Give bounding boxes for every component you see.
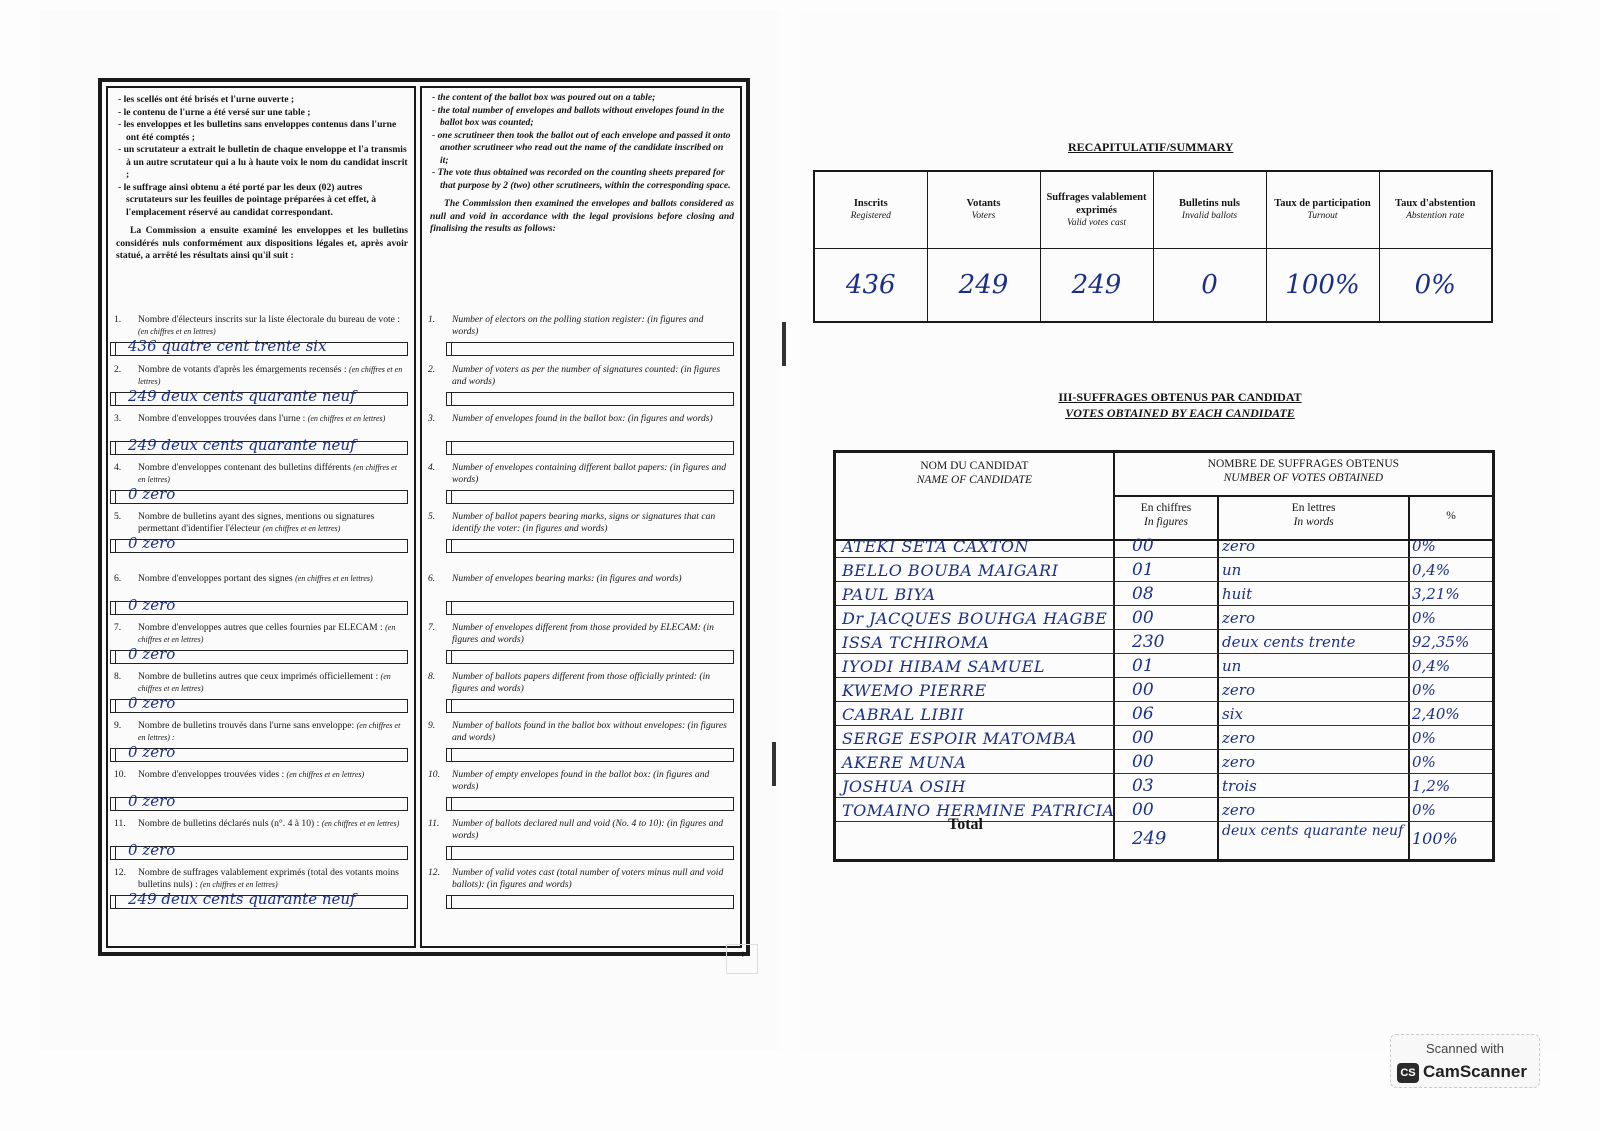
question-text: Nombre d'enveloppes contenant des bulletins différents (en chiffres et en lettres) bbox=[138, 462, 397, 484]
question-item bbox=[428, 622, 732, 646]
question-number: 11. bbox=[114, 818, 126, 829]
question-text: Number of envelopes containing different ballot papers: (in figures and words) bbox=[452, 462, 727, 485]
candidate-name: SERGE ESPOIR MATOMBA bbox=[842, 729, 1077, 748]
question-text: Number of electors on the polling station register: (in figures and words) bbox=[452, 314, 704, 337]
question-item bbox=[428, 573, 732, 585]
question-number: 1. bbox=[114, 314, 122, 325]
total-in-figures: 249 bbox=[1132, 828, 1167, 849]
votes-in-words: zero bbox=[1222, 801, 1255, 819]
votes-percent: 2,40% bbox=[1412, 705, 1460, 723]
answer-field[interactable] bbox=[446, 699, 734, 713]
candidate-name: ISSA TCHIROMA bbox=[842, 633, 990, 652]
intro-item: - les scellés ont été brisés et l'urne ouverte ; bbox=[126, 94, 408, 107]
question-number: 3. bbox=[114, 413, 122, 424]
header-in-words: En lettres In words bbox=[1218, 496, 1409, 540]
value-voters: 249 bbox=[927, 249, 1040, 323]
handwritten-answer: 436 quatre cent trente six bbox=[128, 337, 327, 355]
question-text: Nombre d'enveloppes trouvées dans l'urne : (en chiffres et en lettres) bbox=[138, 413, 386, 424]
header-in-figures: En chiffres In figures bbox=[1114, 496, 1218, 540]
votes-percent: 0% bbox=[1412, 609, 1436, 627]
votes-percent: 0% bbox=[1412, 729, 1436, 747]
votes-in-words: huit bbox=[1222, 585, 1253, 603]
question-number: 12. bbox=[114, 867, 126, 878]
question-text: Nombre de votants d'après les émargements recensés : (en chiffres et en lettres) bbox=[138, 364, 403, 386]
question-number: 8. bbox=[428, 671, 436, 682]
total-percent: 100% bbox=[1412, 829, 1458, 848]
question-text: Number of voters as per the number of signatures counted: (in figures and words) bbox=[452, 364, 721, 387]
intro-item: - the total number of envelopes and ballots without envelopes found in the ballot box was counted; bbox=[440, 105, 734, 130]
votes-in-figures: 00 bbox=[1132, 800, 1154, 820]
question-number: 12. bbox=[428, 867, 440, 878]
question-item bbox=[428, 720, 732, 744]
question-number: 5. bbox=[114, 511, 122, 522]
question-item bbox=[114, 671, 406, 695]
camscanner-badge bbox=[1390, 1034, 1540, 1088]
votes-percent: 0,4% bbox=[1412, 561, 1451, 579]
value-registered: 436 bbox=[814, 249, 927, 323]
row-rule bbox=[836, 797, 1492, 798]
question-item bbox=[114, 314, 406, 338]
row-rule bbox=[836, 821, 1492, 822]
value-abstention: 0% bbox=[1379, 249, 1492, 323]
question-number: 2. bbox=[428, 364, 436, 375]
votes-in-figures: 230 bbox=[1132, 632, 1165, 652]
question-text: Nombre d'électeurs inscrits sur la liste électorale du bureau de vote : (en chiffres et en lettres) bbox=[138, 314, 400, 336]
french-intro bbox=[116, 94, 408, 263]
votes-in-words: un bbox=[1222, 657, 1242, 675]
question-number: 3. bbox=[428, 413, 436, 424]
row-rule bbox=[836, 581, 1492, 582]
question-number: 9. bbox=[428, 720, 436, 731]
question-item bbox=[428, 462, 732, 486]
votes-percent: 0% bbox=[1412, 681, 1436, 699]
intro-item: - les enveloppes et les bulletins sans enveloppes contenus dans l'urne ont été comptés ; bbox=[126, 119, 408, 144]
votes-title-en: VOTES OBTAINED BY EACH CANDIDATE bbox=[1065, 406, 1295, 420]
question-number: 9. bbox=[114, 720, 122, 731]
question-item bbox=[114, 364, 406, 388]
candidate-name: KWEMO PIERRE bbox=[842, 681, 987, 700]
question-item bbox=[114, 769, 406, 781]
handwritten-answer: 249 deux cents quarante neuf bbox=[128, 436, 356, 454]
votes-in-figures: 00 bbox=[1132, 752, 1154, 772]
votes-percent: 0% bbox=[1412, 537, 1436, 555]
votes-in-figures: 01 bbox=[1132, 560, 1154, 580]
votes-in-figures: 00 bbox=[1132, 680, 1154, 700]
camscanner-logo-icon: CS bbox=[1397, 1063, 1419, 1083]
answer-field[interactable] bbox=[446, 797, 734, 811]
votes-in-words: six bbox=[1222, 705, 1243, 723]
header-invalid-ballots: Bulletins nuls Invalid ballots bbox=[1153, 171, 1266, 249]
question-item bbox=[428, 314, 732, 338]
row-rule bbox=[836, 725, 1492, 726]
row-rule bbox=[836, 773, 1492, 774]
french-paragraph: La Commission a ensuite examiné les enveloppes et les bulletins considérés nuls conformément aux dispositions légales et, après avoir statué, a arrêté les résultats ainsi qu'il suit : bbox=[116, 225, 408, 261]
votes-in-figures: 06 bbox=[1132, 704, 1154, 724]
candidate-name: TOMAINO HERMINE PATRICIA bbox=[842, 801, 1115, 820]
handwritten-answer: 249 deux cents quarante neuf bbox=[128, 890, 356, 908]
question-text: Number of envelopes different from those provided by ELECAM: (in figures and words) bbox=[452, 622, 714, 645]
answer-field[interactable] bbox=[446, 342, 734, 356]
candidate-name: Dr JACQUES BOUHGA HAGBE bbox=[842, 609, 1108, 628]
handwritten-answer: 249 deux cents quarante neuf bbox=[128, 387, 356, 405]
french-column bbox=[106, 86, 416, 948]
question-item bbox=[428, 364, 732, 388]
english-intro bbox=[430, 92, 734, 236]
question-number: 7. bbox=[428, 622, 436, 633]
row-rule bbox=[836, 605, 1492, 606]
question-text: Nombre de suffrages valablement exprimés (total des votants moins bulletins nuls) : (en chiffres et en lettres) bbox=[138, 867, 399, 890]
handwritten-answer: 0 zero bbox=[128, 534, 176, 552]
summary-values-row bbox=[814, 249, 1492, 323]
question-text: Nombre de bulletins déclarés nuls (n°. 4 à 10) : (en chiffres et en lettres) bbox=[138, 818, 400, 829]
question-text: Number of ballots found in the ballot box without envelopes: (in figures and words) bbox=[452, 720, 727, 743]
value-turnout: 100% bbox=[1266, 249, 1379, 323]
votes-in-words: un bbox=[1222, 561, 1242, 579]
votes-title-fr: III-SUFFRAGES OBTENUS PAR CANDIDAT bbox=[1058, 390, 1302, 404]
total-in-words: deux cents quarante neuf bbox=[1222, 823, 1404, 839]
votes-percent: 1,2% bbox=[1412, 777, 1451, 795]
votes-percent: 0% bbox=[1412, 753, 1436, 771]
question-number: 8. bbox=[114, 671, 122, 682]
minutes-form bbox=[98, 78, 750, 956]
answer-field[interactable] bbox=[446, 895, 734, 909]
question-text: Number of valid votes cast (total number of voters minus null and void ballots): (in figures and words) bbox=[452, 867, 724, 890]
scanned-with-label: Scanned with bbox=[1425, 1041, 1505, 1056]
question-text: Nombre de bulletins ayant des signes, mentions ou signatures permettant d'identifier l'électeur (en chiffres et en lettres) bbox=[138, 511, 375, 534]
row-rule bbox=[836, 653, 1492, 654]
value-valid-votes: 249 bbox=[1040, 249, 1153, 323]
camscanner-label: CamScanner bbox=[1423, 1062, 1527, 1081]
votes-in-words: deux cents trente bbox=[1222, 633, 1356, 651]
votes-in-figures: 00 bbox=[1132, 536, 1154, 556]
question-item bbox=[114, 867, 406, 891]
votes-in-figures: 03 bbox=[1132, 776, 1154, 796]
answer-field[interactable] bbox=[446, 490, 734, 504]
question-text: Number of envelopes found in the ballot box: (in figures and words) bbox=[452, 413, 713, 424]
question-item bbox=[428, 818, 732, 842]
candidate-name: ATEKI SETA CAXTON bbox=[842, 537, 1029, 556]
row-rule bbox=[836, 749, 1492, 750]
intro-item: - le contenu de l'urne a été versé sur une table ; bbox=[126, 107, 408, 120]
intro-item: - the content of the ballot box was poured out on a table; bbox=[440, 92, 734, 105]
votes-in-words: zero bbox=[1222, 753, 1255, 771]
intro-item: - le suffrage ainsi obtenu a été porté par les deux (02) autres scrutateurs sur les feuilles de pointage préparées à cet effet, à l'emplacement réservé au candidat correspondant. bbox=[126, 182, 408, 220]
candidate-name: BELLO BOUBA MAIGARI bbox=[842, 561, 1059, 580]
question-text: Nombre d'enveloppes autres que celles fournies par ELECAM : (en chiffres et en lettres) bbox=[138, 622, 396, 644]
question-text: Number of ballots papers different from those officially printed: (in figures and words) bbox=[452, 671, 711, 694]
question-text: Nombre d'enveloppes portant des signes (en chiffres et en lettres) bbox=[138, 573, 373, 584]
votes-percent: 92,35% bbox=[1412, 633, 1470, 651]
row-rule bbox=[836, 557, 1492, 558]
question-item bbox=[114, 818, 406, 830]
question-item bbox=[428, 511, 732, 535]
intro-item: - un scrutateur a extrait le bulletin de chaque enveloppe et l'a transmis à un autre scrutateur qui a lu à haute voix le nom du candidat inscrit ; bbox=[126, 144, 408, 182]
english-intro-list bbox=[430, 92, 734, 192]
votes-in-words: trois bbox=[1222, 777, 1257, 795]
votes-in-figures: 00 bbox=[1132, 608, 1154, 628]
answer-field[interactable] bbox=[446, 539, 734, 553]
answer-field[interactable] bbox=[446, 441, 734, 455]
candidate-name: PAUL BIYA bbox=[842, 585, 936, 604]
french-intro-list bbox=[116, 94, 408, 219]
question-item bbox=[428, 671, 732, 695]
intro-item: - The vote thus obtained was recorded on the counting sheets prepared for that purpose by 2 (two) other scrutineers, within the corresponding space. bbox=[440, 167, 734, 192]
question-item bbox=[114, 511, 406, 535]
votes-percent: 0% bbox=[1412, 801, 1436, 819]
question-text: Nombre de bulletins autres que ceux imprimés officiellement : (en chiffres et en lettres) bbox=[138, 671, 391, 693]
question-number: 2. bbox=[114, 364, 122, 375]
header-valid-votes: Suffrages valablement exprimés Valid votes cast bbox=[1040, 171, 1153, 249]
votes-percent: 3,21% bbox=[1412, 585, 1460, 603]
question-number: 7. bbox=[114, 622, 122, 633]
summary-title: RECAPITULATIF/SUMMARY bbox=[1068, 140, 1234, 154]
question-number: 5. bbox=[428, 511, 436, 522]
question-item bbox=[114, 720, 406, 744]
question-item bbox=[114, 622, 406, 646]
header-registered: Inscrits Registered bbox=[814, 171, 927, 249]
header-voters: Votants Voters bbox=[927, 171, 1040, 249]
row-rule bbox=[836, 701, 1492, 702]
english-paragraph: The Commission then examined the envelopes and ballots considered as null and void in accordance with the legal provisions before closing and finalising the results as follows: bbox=[430, 198, 734, 234]
question-number: 6. bbox=[114, 573, 122, 584]
question-number: 10. bbox=[114, 769, 126, 780]
question-item bbox=[428, 769, 732, 793]
page-number: 4 bbox=[726, 944, 758, 974]
english-column bbox=[420, 86, 742, 948]
question-number: 11. bbox=[428, 818, 440, 829]
candidate-name: CABRAL LIBII bbox=[842, 705, 965, 724]
question-item bbox=[114, 413, 406, 425]
answer-field[interactable] bbox=[446, 650, 734, 664]
votes-in-words: zero bbox=[1222, 609, 1255, 627]
handwritten-answer: 0 zero bbox=[128, 743, 176, 761]
question-text: Number of envelopes bearing marks: (in figures and words) bbox=[452, 573, 682, 584]
header-percent: % bbox=[1409, 496, 1493, 540]
question-text: Nombre d'enveloppes trouvées vides : (en chiffres et en lettres) bbox=[138, 769, 365, 780]
question-number: 10. bbox=[428, 769, 440, 780]
votes-in-figures: 08 bbox=[1132, 584, 1154, 604]
question-text: Number of ballots declared null and void (No. 4 to 10): (in figures and words) bbox=[452, 818, 724, 841]
value-invalid-ballots: 0 bbox=[1153, 249, 1266, 323]
votes-header-row bbox=[835, 452, 1494, 497]
candidate-name: JOSHUA OSIH bbox=[842, 777, 966, 796]
question-item bbox=[428, 867, 732, 891]
question-item bbox=[114, 573, 406, 585]
header-abstention: Taux d'abstention Abstention rate bbox=[1379, 171, 1492, 249]
intro-item: - one scrutineer then took the ballot out of each envelope and passed it onto another scrutineer who read out the name of the candidate inscribed on it; bbox=[440, 130, 734, 168]
handwritten-answer: 0 zero bbox=[128, 485, 176, 503]
votes-in-words: zero bbox=[1222, 729, 1255, 747]
question-text: Number of empty envelopes found in the ballot box: (in figures and words) bbox=[452, 769, 710, 792]
votes-in-figures: 01 bbox=[1132, 656, 1154, 676]
handwritten-answer: 0 zero bbox=[128, 841, 176, 859]
question-item bbox=[114, 462, 406, 486]
header-candidate-name: NOM DU CANDIDAT NAME OF CANDIDATE bbox=[835, 452, 1114, 541]
votes-in-words: zero bbox=[1222, 537, 1255, 555]
handwritten-answer: 0 zero bbox=[128, 694, 176, 712]
handwritten-answer: 0 zero bbox=[128, 645, 176, 663]
question-number: 1. bbox=[428, 314, 436, 325]
candidate-name: AKERE MUNA bbox=[842, 753, 967, 772]
question-text: Nombre de bulletins trouvés dans l'urne sans enveloppe: (en chiffres et en lettres) : bbox=[138, 720, 401, 742]
binder-mark bbox=[782, 322, 786, 366]
row-rule bbox=[836, 677, 1492, 678]
answer-field[interactable] bbox=[446, 392, 734, 406]
header-turnout: Taux de participation Turnout bbox=[1266, 171, 1379, 249]
question-item bbox=[428, 413, 732, 425]
answer-field[interactable] bbox=[446, 846, 734, 860]
summary-header-row bbox=[814, 171, 1492, 249]
header-votes-obtained: NOMBRE DE SUFFRAGES OBTENUS NUMBER OF VOTES OBTAINED bbox=[1114, 452, 1494, 497]
answer-field[interactable] bbox=[446, 748, 734, 762]
row-rule bbox=[836, 629, 1492, 630]
question-number: 6. bbox=[428, 573, 436, 584]
question-text: Number of ballot papers bearing marks, signs or signatures that can identify the voter: (in figures and words) bbox=[452, 511, 716, 534]
handwritten-answer: 0 zero bbox=[128, 792, 176, 810]
binder-mark bbox=[772, 742, 776, 786]
votes-in-words: zero bbox=[1222, 681, 1255, 699]
candidate-name: IYODI HIBAM SAMUEL bbox=[842, 657, 1045, 676]
votes-in-figures: 00 bbox=[1132, 728, 1154, 748]
summary-table bbox=[813, 170, 1493, 323]
total-label: Total bbox=[948, 816, 983, 833]
question-number: 4. bbox=[428, 462, 436, 473]
votes-percent: 0,4% bbox=[1412, 657, 1451, 675]
question-number: 4. bbox=[114, 462, 122, 473]
answer-field[interactable] bbox=[446, 601, 734, 615]
handwritten-answer: 0 zero bbox=[128, 596, 176, 614]
